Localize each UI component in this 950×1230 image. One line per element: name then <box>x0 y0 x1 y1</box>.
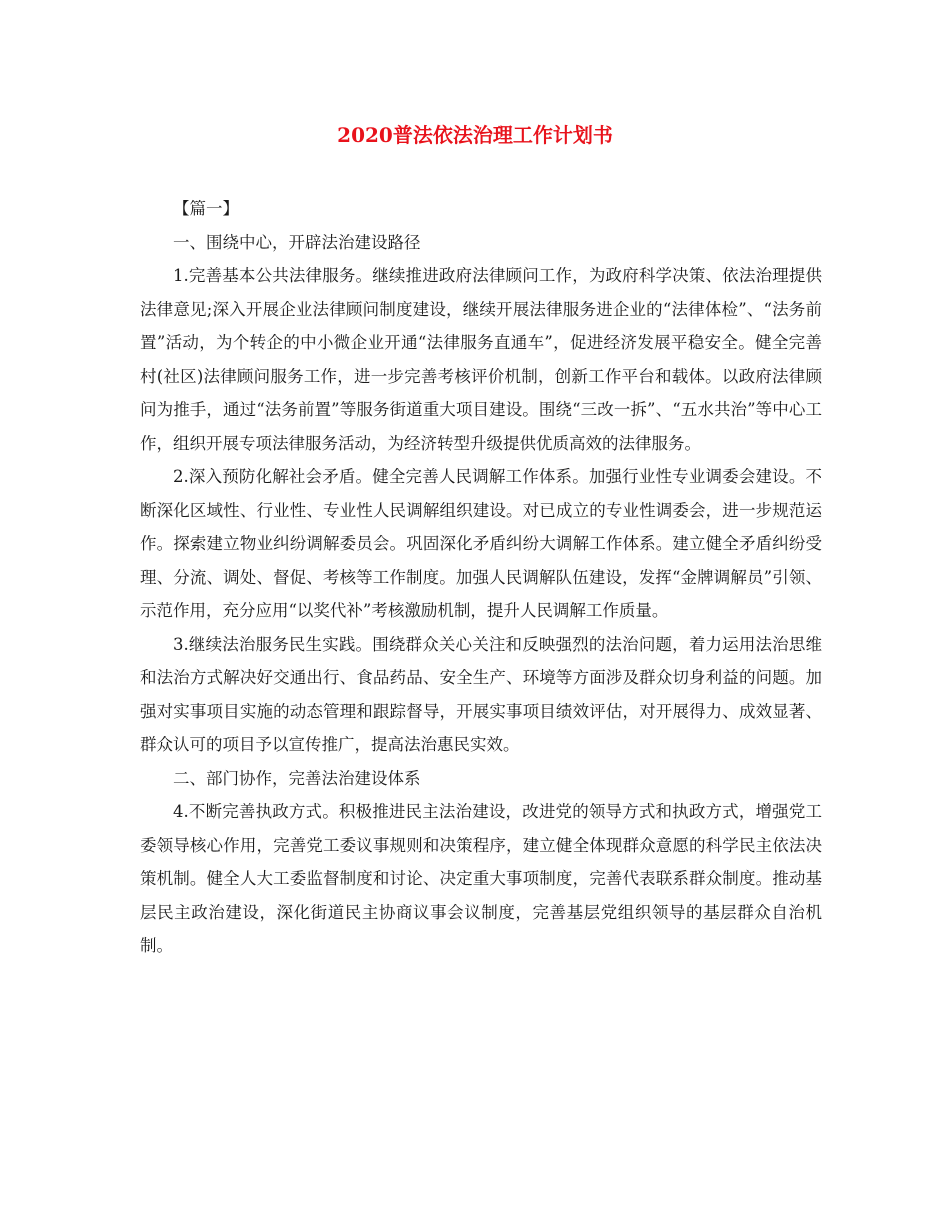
body-paragraph: 4.不断完善执政方式。积极推进民主法治建设，改进党的领导方式和执政方式，增强党工委领导核心作用，完善党工委议事规则和决策程序，建立健全体现群众意愿的科学民主依法决策机制。健全人大工委监督制度和讨论、决定重大事项制度，完善代表联系群众制度。推动基层民主政治建设，深化街道民主协商议事会议制度，完善基层党组织领导的基层群众自治机制。 <box>140 802 822 955</box>
section-heading: 一、围绕中心，开辟法治建设路径 <box>173 232 421 252</box>
document-title: 2020普法依法治理工作计划书 <box>337 123 613 147</box>
body-paragraph: 3.继续法治服务民生实践。围绕群众关心关注和反映强烈的法治问题，着力运用法治思维和法治方式解决好交通出行、食品药品、安全生产、环境等方面涉及群众切身利益的问题。加强对实事项目实施的动态管理和跟踪督导，开展实事项目绩效评估，对开展得力、成效显著、群众认可的项目予以宣传推广，提高法治惠民实效。 <box>140 634 822 754</box>
section-heading: 二、部门协作，完善法治建设体系 <box>173 768 421 788</box>
section-label: 【篇一】 <box>173 199 239 218</box>
document-body <box>140 192 822 963</box>
body-paragraph: 2.深入预防化解社会矛盾。健全完善人民调解工作体系。加强行业性专业调委会建设。不断深化区域性、行业性、专业性人民调解组织建设。对已成立的专业性调委会，进一步规范运作。探索建立物业纠纷调解委员会。巩固深化矛盾纠纷大调解工作体系。建立健全矛盾纠纷受理、分流、调处、督促、考核等工作制度。加强人民调解队伍建设，发挥“金牌调解员”引领、示范作用，充分应用“以奖代补”考核激励机制，提升人民调解工作质量。 <box>140 467 822 620</box>
body-paragraph: 1.完善基本公共法律服务。继续推进政府法律顾问工作，为政府科学决策、依法治理提供法律意见;深入开展企业法律顾问制度建设，继续开展法律服务进企业的“法律体检”、“法务前置”活动，为个转企的中小微企业开通“法律服务直通车”，促进经济发展平稳安全。健全完善村(社区)法律顾问服务工作，进一步完善考核评价机制，创新工作平台和载体。以政府法律顾问为推手，通过“法务前置”等服务街道重大项目建设。围绕“三改一拆”、“五水共治”等中心工作，组织开展专项法律服务活动，为经济转型升级提供优质高效的法律服务。 <box>140 266 822 453</box>
